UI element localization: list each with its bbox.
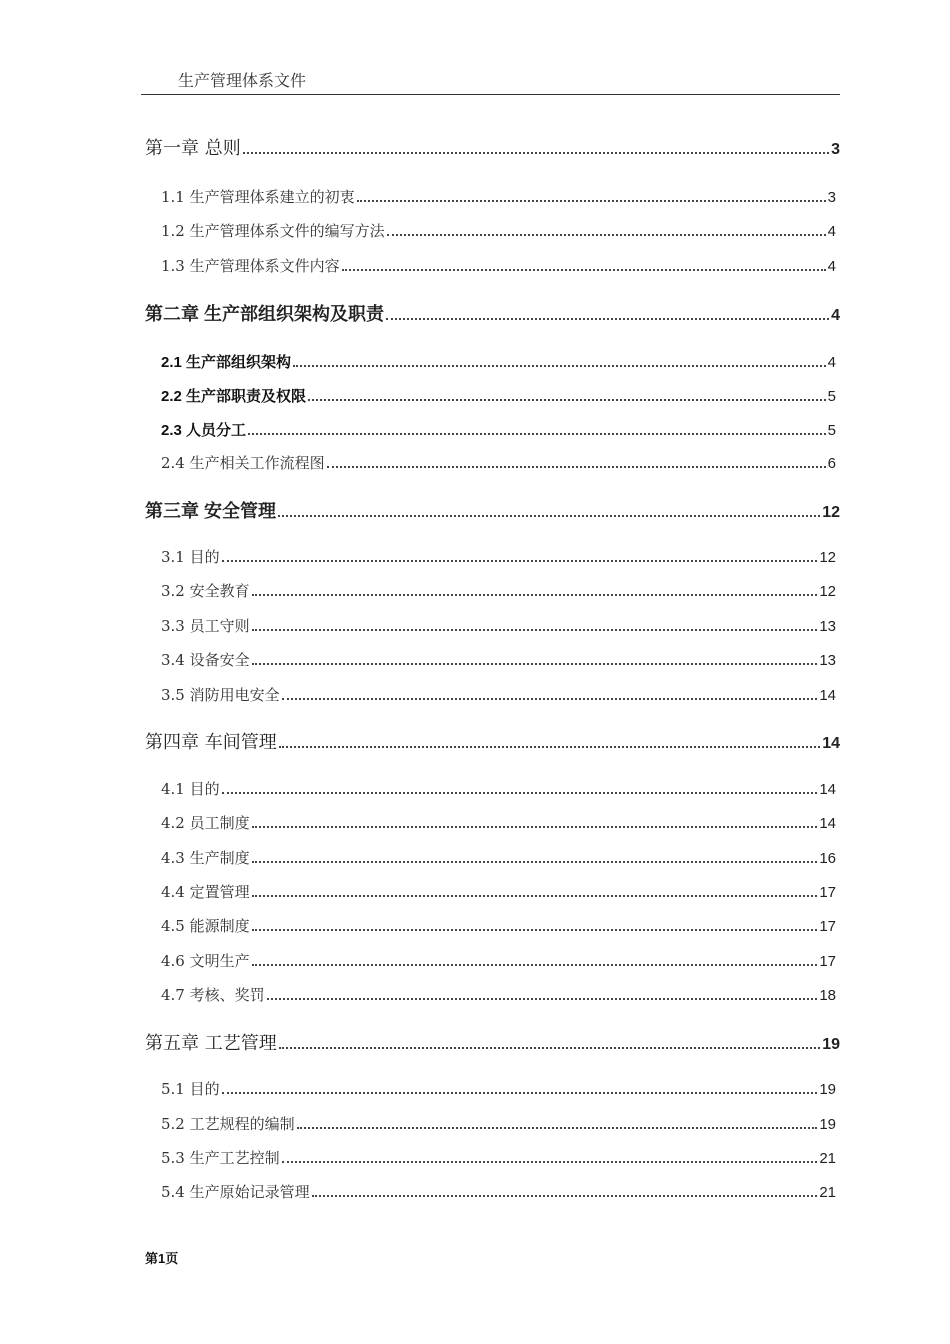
toc-entry-label: 2.1 生产部组织架构 <box>161 354 292 371</box>
toc-page-number: 14 <box>819 815 836 832</box>
document-title: 生产管理体系文件 <box>178 71 307 90</box>
toc-chapter-4[interactable] <box>145 728 840 754</box>
toc-entry-label: 4.1 目的 <box>161 780 220 798</box>
toc-section-1-1[interactable] <box>161 186 836 207</box>
toc-entry-label: 第一章 总则 <box>145 138 241 159</box>
toc-entry-label: 3.5 消防用电安全 <box>161 686 280 704</box>
toc-page-number: 14 <box>819 687 836 704</box>
dot-leader <box>222 560 818 562</box>
toc-page-number: 14 <box>819 781 836 798</box>
toc-page-number: 19 <box>819 1116 836 1133</box>
dot-leader <box>222 1092 818 1094</box>
dot-leader <box>252 964 818 966</box>
toc-chapter-5[interactable] <box>145 1029 840 1055</box>
toc-entry-label: 5.1 目的 <box>161 1080 220 1098</box>
dot-leader <box>386 318 829 320</box>
dot-leader <box>327 466 826 468</box>
page-footer-number: 第1页 <box>145 1251 179 1266</box>
toc-section-2-4[interactable] <box>161 452 836 473</box>
toc-entry-label: 1.3 生产管理体系文件内容 <box>161 257 340 275</box>
dot-leader <box>312 1195 818 1197</box>
toc-section-2-3[interactable] <box>161 419 836 440</box>
toc-entry-label: 4.5 能源制度 <box>161 917 250 935</box>
toc-chapter-3[interactable] <box>145 497 840 523</box>
toc-page-number: 17 <box>819 953 836 970</box>
toc-entry-label: 2.2 生产部职责及权限 <box>161 388 307 405</box>
toc-page-number: 21 <box>819 1184 836 1201</box>
toc-page-number: 5 <box>827 388 836 405</box>
toc-entry-label: 4.3 生产制度 <box>161 849 250 867</box>
dot-leader <box>252 895 818 897</box>
toc-page-number: 3 <box>831 141 840 158</box>
toc-page-number: 19 <box>822 1036 840 1053</box>
toc-section-3-2[interactable] <box>161 580 836 601</box>
dot-leader <box>282 698 818 700</box>
toc-section-5-1[interactable] <box>161 1078 836 1099</box>
toc-page-number: 4 <box>827 223 836 240</box>
toc-entry-label: 第五章 工艺管理 <box>145 1033 277 1054</box>
toc-page-number: 4 <box>827 258 836 275</box>
toc-section-1-2[interactable] <box>161 220 836 241</box>
dot-leader <box>252 861 818 863</box>
toc-section-4-3[interactable] <box>161 847 836 868</box>
toc-entry-label: 3.3 员工守则 <box>161 617 250 635</box>
toc-entry-label: 1.2 生产管理体系文件的编写方法 <box>161 222 385 240</box>
toc-page-number: 6 <box>827 455 836 472</box>
toc-entry-label: 4.7 考核、奖罚 <box>161 986 265 1004</box>
toc-page-number: 4 <box>827 354 836 371</box>
dot-leader <box>282 1161 818 1163</box>
dot-leader <box>342 269 826 271</box>
dot-leader <box>279 1047 820 1049</box>
toc-entry-label: 4.2 员工制度 <box>161 814 250 832</box>
toc-section-4-1[interactable] <box>161 778 836 799</box>
toc-page-number: 5 <box>827 422 836 439</box>
toc-page-number: 13 <box>819 618 836 635</box>
toc-entry-label: 1.1 生产管理体系建立的初衷 <box>161 188 355 206</box>
toc-section-4-5[interactable] <box>161 915 836 936</box>
toc-page-number: 12 <box>822 504 840 521</box>
toc-entry-label: 3.1 目的 <box>161 548 220 566</box>
toc-chapter-1[interactable] <box>145 134 840 160</box>
toc-page-number: 4 <box>831 307 840 324</box>
toc-page-number: 12 <box>819 583 836 600</box>
toc-entry-label: 5.4 生产原始记录管理 <box>161 1183 310 1201</box>
dot-leader <box>252 929 818 931</box>
dot-leader <box>293 365 826 367</box>
toc-page-number: 17 <box>819 918 836 935</box>
toc-page-number: 18 <box>819 987 836 1004</box>
dot-leader <box>252 663 818 665</box>
toc-page-number: 14 <box>822 735 840 752</box>
toc-page-number: 12 <box>819 549 836 566</box>
toc-entry-label: 4.4 定置管理 <box>161 883 250 901</box>
toc-section-5-4[interactable] <box>161 1181 836 1202</box>
toc-entry-label: 5.2 工艺规程的编制 <box>161 1115 295 1133</box>
toc-section-5-3[interactable] <box>161 1147 836 1168</box>
toc-page-number: 13 <box>819 652 836 669</box>
toc-entry-label: 第二章 生产部组织架构及职责 <box>145 304 384 324</box>
toc-entry-label: 5.3 生产工艺控制 <box>161 1149 280 1167</box>
dot-leader <box>357 200 826 202</box>
toc-entry-label: 2.4 生产相关工作流程图 <box>161 454 325 472</box>
toc-section-2-1[interactable] <box>161 351 836 372</box>
toc-entry-label: 3.2 安全教育 <box>161 582 250 600</box>
toc-section-4-4[interactable] <box>161 881 836 902</box>
toc-page-number: 21 <box>819 1150 836 1167</box>
toc-entry-label: 4.6 文明生产 <box>161 952 250 970</box>
toc-page-number: 16 <box>819 850 836 867</box>
dot-leader <box>308 399 826 401</box>
toc-page-number: 17 <box>819 884 836 901</box>
toc-entry-label: 第三章 安全管理 <box>145 501 277 521</box>
toc-section-3-4[interactable] <box>161 649 836 670</box>
dot-leader <box>243 152 829 154</box>
dot-leader <box>252 629 818 631</box>
dot-leader <box>297 1127 818 1129</box>
dot-leader <box>252 594 818 596</box>
toc-section-4-6[interactable] <box>161 950 836 971</box>
toc-chapter-2[interactable] <box>145 300 840 326</box>
dot-leader <box>252 826 818 828</box>
toc-section-2-2[interactable] <box>161 385 836 406</box>
dot-leader <box>267 998 818 1000</box>
toc-entry-label: 3.4 设备安全 <box>161 651 250 669</box>
toc-page-number: 19 <box>819 1081 836 1098</box>
toc-section-3-5[interactable] <box>161 684 836 705</box>
dot-leader <box>278 515 820 517</box>
dot-leader <box>387 234 826 236</box>
toc-entry-label: 第四章 车间管理 <box>145 732 277 753</box>
toc-section-1-3[interactable] <box>161 255 836 276</box>
dot-leader <box>248 433 826 435</box>
toc-page-number: 3 <box>827 189 836 206</box>
dot-leader <box>222 792 818 794</box>
toc-section-4-2[interactable] <box>161 812 836 833</box>
toc-section-3-1[interactable] <box>161 546 836 567</box>
toc-entry-label: 2.3 人员分工 <box>161 422 247 439</box>
dot-leader <box>279 746 820 748</box>
toc-section-3-3[interactable] <box>161 615 836 636</box>
toc-section-5-2[interactable] <box>161 1113 836 1134</box>
toc-section-4-7[interactable] <box>161 984 836 1005</box>
